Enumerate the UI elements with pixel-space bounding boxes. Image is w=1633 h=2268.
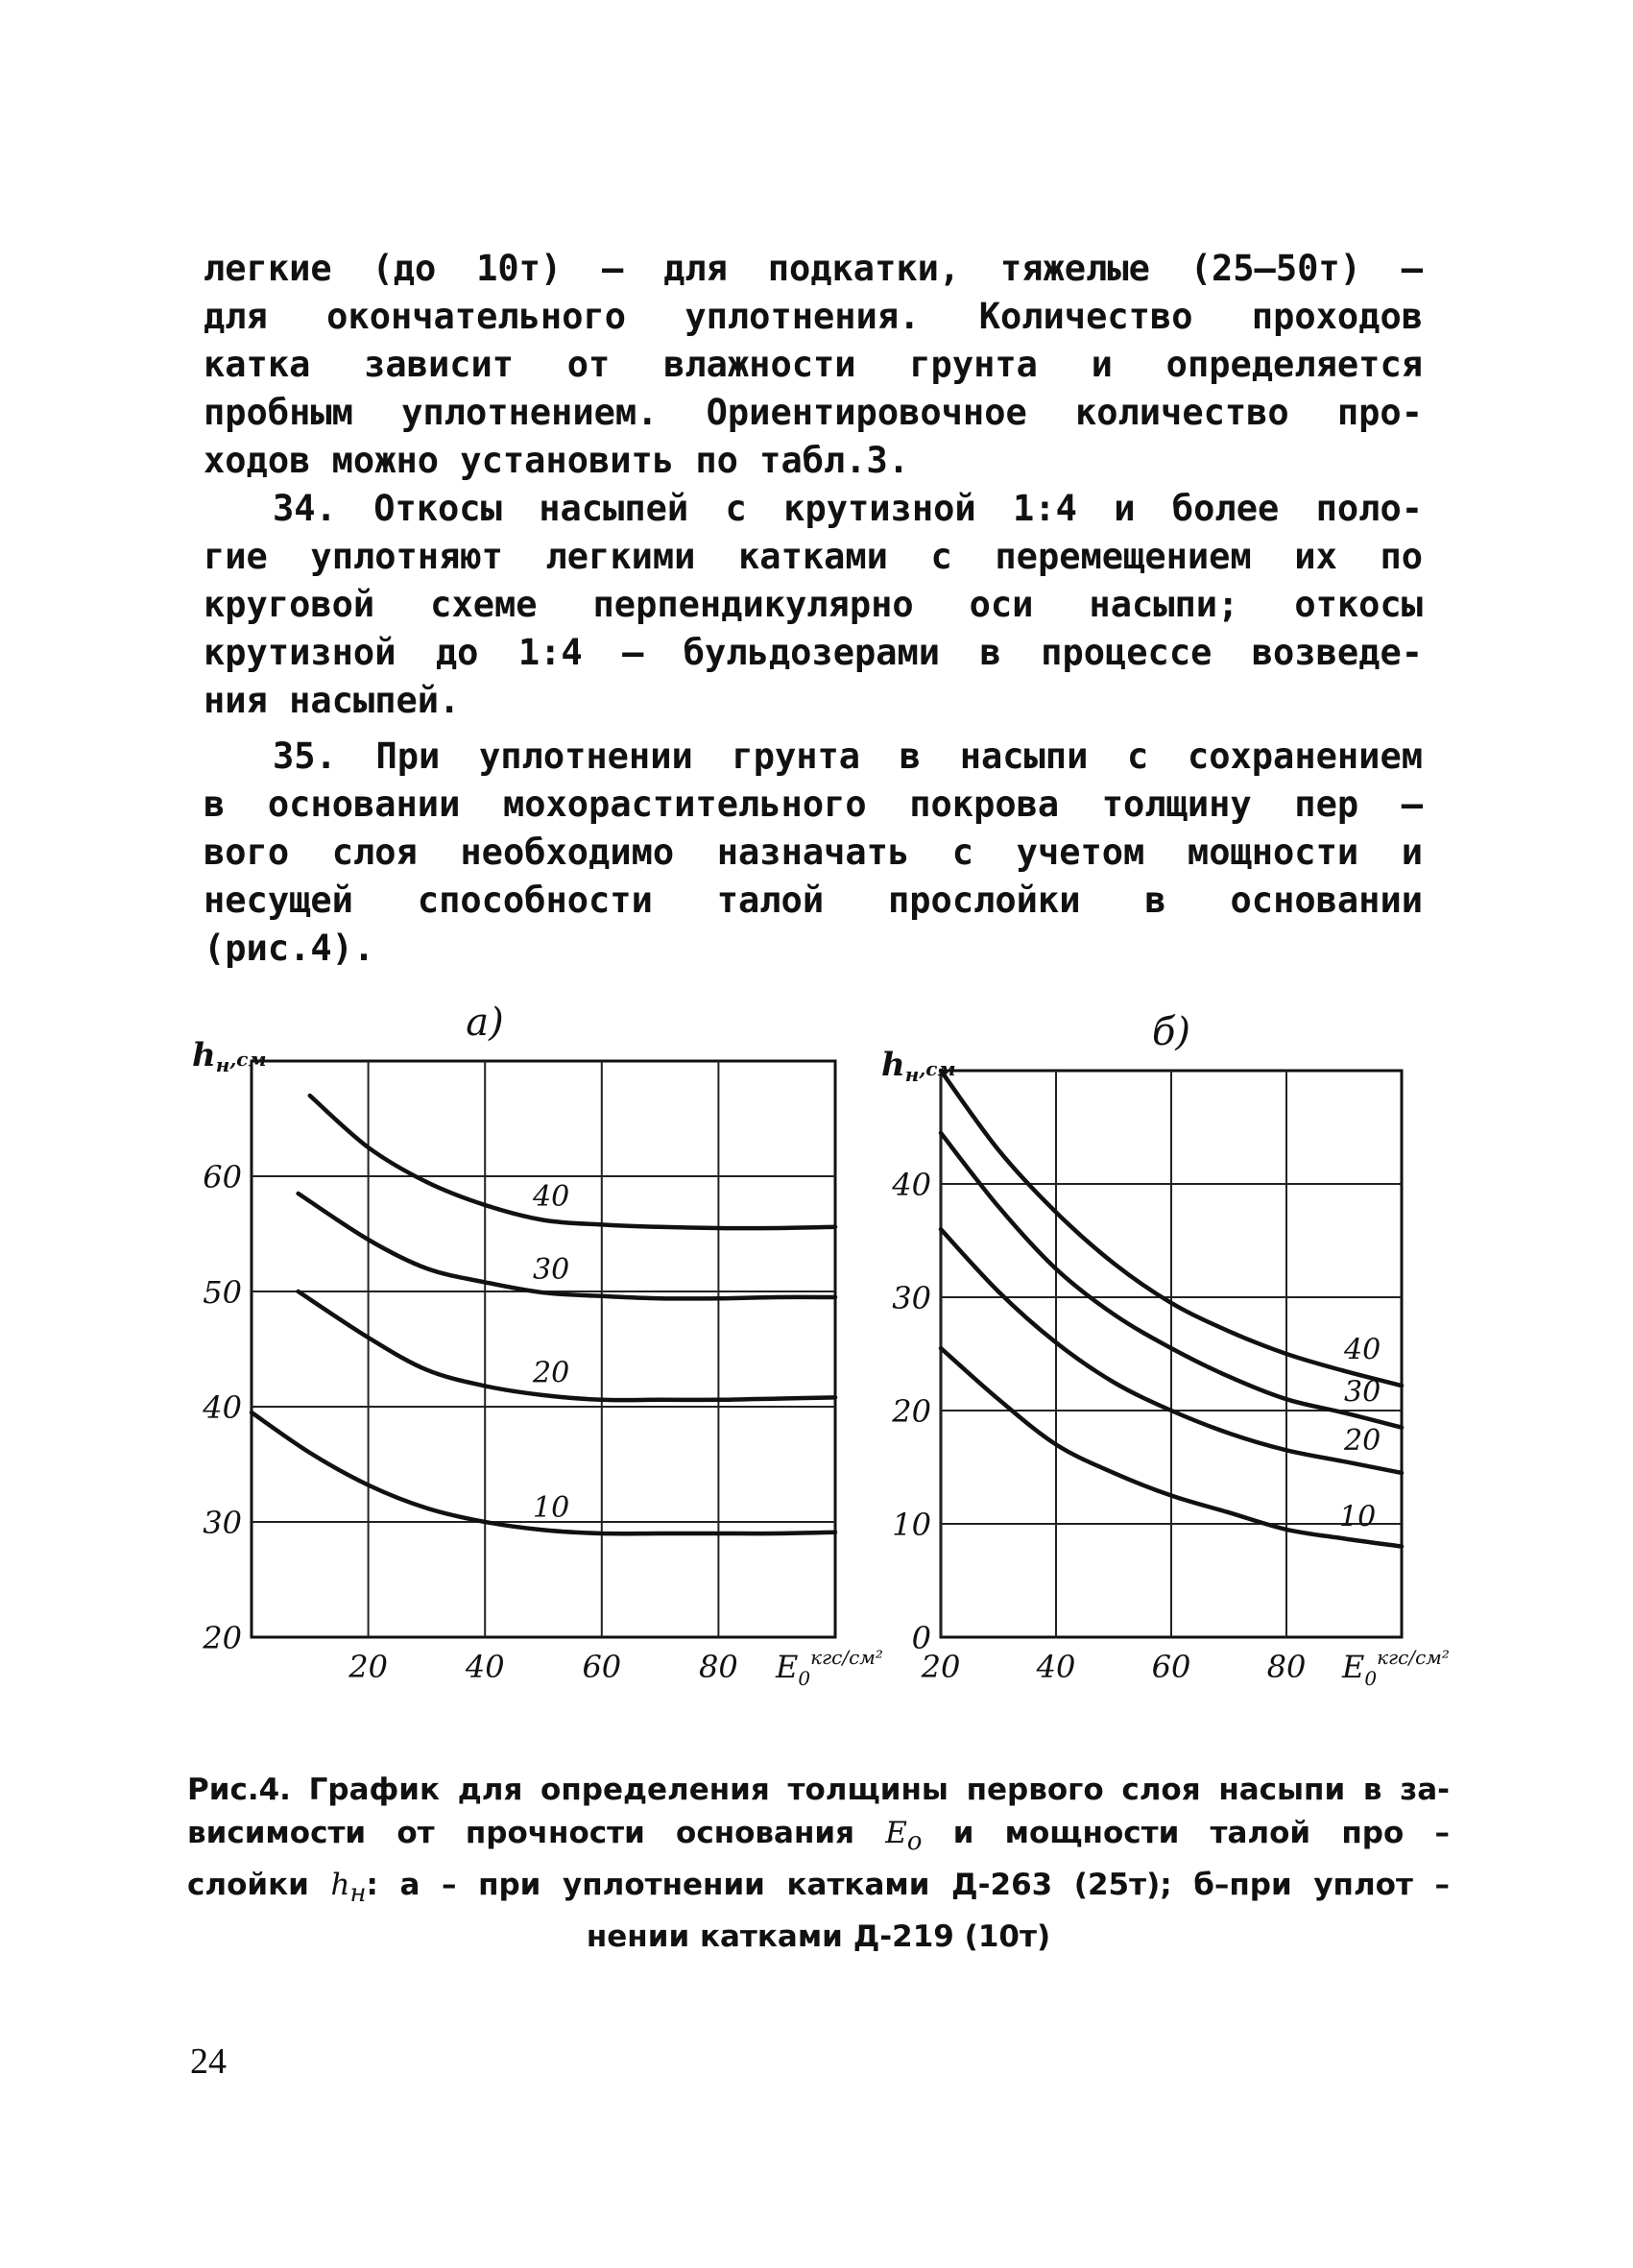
- x-tick-label: 80: [699, 1649, 738, 1685]
- x-axis-label-unit: кгс/см²: [1377, 1646, 1450, 1669]
- x-tick-label: 60: [582, 1649, 622, 1685]
- caption-text: и мощности талой про –: [952, 1816, 1451, 1850]
- y-tick-label: 50: [203, 1274, 242, 1311]
- symbol-subscript: н: [349, 1879, 367, 1909]
- text-line: круговой схеме перпендикулярно оси насыпи; откосы: [204, 584, 1423, 625]
- text-line: ходов можно установить по табл.3.: [204, 440, 910, 481]
- y-tick-label: 30: [892, 1280, 931, 1316]
- body-text: [204, 245, 1423, 973]
- caption-line: [187, 1812, 1450, 1864]
- caption-symbol: [330, 1868, 367, 1909]
- panel-label: б): [1151, 1010, 1191, 1054]
- text-line: в основании мохорастительного покрова толщину пер –: [204, 784, 1423, 825]
- chart-a: [144, 979, 883, 1709]
- caption-line: [187, 1864, 1450, 1916]
- y-axis-label: hн,см: [192, 1036, 267, 1076]
- y-axis-label-sub: н: [904, 1063, 920, 1086]
- y-axis-label-unit: ,см: [919, 1057, 956, 1080]
- text-line: вого слоя необходимо назначать с учетом мощности и: [204, 832, 1423, 873]
- x-axis-label-sub: 0: [798, 1667, 811, 1690]
- x-tick-label: 40: [1036, 1649, 1076, 1685]
- chart-b: [826, 979, 1517, 1709]
- y-axis-label-unit: ,см: [229, 1048, 267, 1071]
- y-axis-label-sub: н: [215, 1053, 230, 1076]
- series-label: 20: [1344, 1424, 1381, 1459]
- caption-text: висимости от прочности основания: [187, 1816, 855, 1850]
- caption-text: слойки: [187, 1868, 309, 1903]
- caption-line: Рис.4. График для определения толщины первого слоя насыпи в за-: [187, 1773, 1450, 1807]
- page-number: 24: [190, 2041, 227, 2082]
- x-tick-label: 60: [1151, 1649, 1191, 1685]
- y-tick-label: 10: [892, 1507, 931, 1543]
- text-line: ния насыпей.: [204, 680, 461, 721]
- text-line: гие уплотняют легкими катками с перемещением их по: [204, 536, 1423, 577]
- text-line: катка зависит от влажности грунта и определяется: [204, 344, 1423, 385]
- x-tick-label: 20: [921, 1649, 961, 1685]
- paragraph-35: [204, 733, 1423, 973]
- y-tick-label: 20: [203, 1620, 242, 1656]
- series-label: 10: [1339, 1500, 1377, 1534]
- text-line: 35. При уплотнении грунта в насыпи с сохранением: [273, 736, 1423, 777]
- y-tick-label: 60: [203, 1159, 242, 1195]
- x-tick-label: 40: [465, 1649, 505, 1685]
- symbol-subscript: о: [906, 1827, 923, 1857]
- series-line-40: [310, 1096, 835, 1228]
- text-line: легкие (до 10т) – для подкатки, тяжелые (25–50т) –: [204, 248, 1423, 289]
- y-tick-label: 30: [203, 1505, 242, 1541]
- paragraph-rollers: [204, 245, 1423, 485]
- series-label: 20: [533, 1356, 570, 1390]
- series-label: 30: [1344, 1375, 1381, 1410]
- text-line: крутизной до 1:4 – бульдозерами в процессе возведе-: [204, 632, 1423, 673]
- paragraph-34: [204, 485, 1423, 725]
- caption-text: : а – при уплотнении катками Д-263 (25т); б–при уплот –: [366, 1868, 1451, 1903]
- x-axis-label-sub: 0: [1364, 1667, 1378, 1690]
- x-axis-label: $E_0^{кгс/см^2}$: [776, 1646, 883, 1690]
- y-tick-label: 20: [892, 1393, 931, 1430]
- series-label: 10: [533, 1490, 570, 1525]
- text-line: 34. Откосы насыпей с крутизной 1:4 и более поло-: [273, 488, 1423, 529]
- series-label: 40: [533, 1179, 570, 1214]
- text-line: для окончательного уплотнения. Количество проходов: [204, 296, 1423, 337]
- symbol-letter: E: [885, 1816, 907, 1850]
- plot-frame: [252, 1061, 835, 1637]
- series-label: 30: [533, 1253, 570, 1288]
- y-tick-label: 40: [892, 1167, 931, 1203]
- chart-b-svg: [826, 979, 1517, 1709]
- text-line: (рис.4).: [204, 928, 375, 969]
- x-tick-label: 20: [348, 1649, 388, 1685]
- series-label: 40: [1344, 1333, 1381, 1367]
- caption-line: нении катками Д-219 (10т): [586, 1919, 1051, 1955]
- caption-symbol: [885, 1816, 923, 1857]
- x-axis-label-unit: кгс/см²: [810, 1646, 883, 1669]
- text-line: пробным уплотнением. Ориентировочное количество про-: [204, 392, 1423, 433]
- symbol-letter: h: [330, 1868, 350, 1903]
- chart-a-svg: [144, 979, 883, 1709]
- text-line: несущей способности талой прослойки в основании: [204, 880, 1423, 921]
- y-axis-label: hн,см: [881, 1046, 956, 1086]
- y-tick-label: 40: [203, 1389, 242, 1426]
- y-tick-label: 0: [911, 1620, 931, 1656]
- figure-caption: [187, 1769, 1450, 1959]
- panel-label: а): [466, 1001, 504, 1045]
- x-tick-label: 80: [1266, 1649, 1307, 1685]
- x-axis-label: $E_0^{кгс/см^2}$: [1342, 1646, 1450, 1690]
